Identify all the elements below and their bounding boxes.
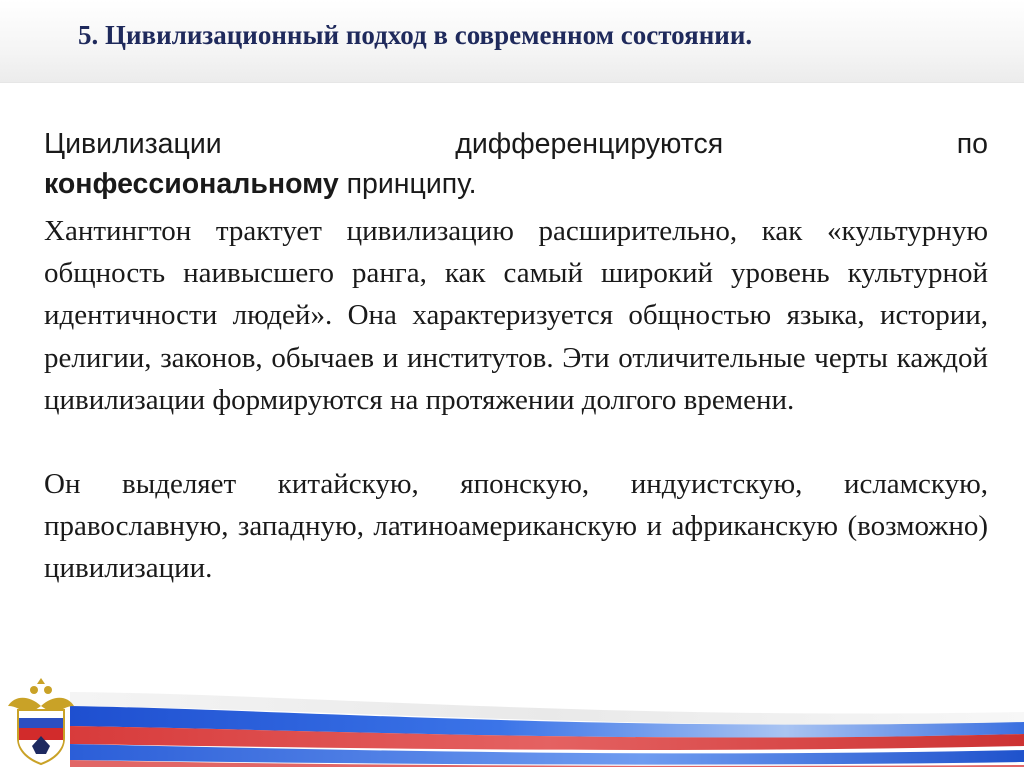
intro-line bbox=[44, 124, 988, 164]
intro-paragraph bbox=[44, 124, 988, 204]
intro-rest: принципу. bbox=[338, 168, 477, 200]
slide-content bbox=[44, 124, 988, 590]
intro-word-3: по bbox=[956, 128, 988, 160]
intro-word-2: дифференцируются bbox=[455, 128, 724, 160]
civilizations-paragraph: Он выделяет китайскую, японскую, индуистскую, исламскую, православную, западную, латиноамериканскую и африканскую (возможно) цивилизации. bbox=[44, 468, 988, 585]
intro-word-1: Цивилизации bbox=[44, 128, 222, 160]
title-bar bbox=[0, 0, 1024, 83]
tricolor-wave-decoration bbox=[0, 672, 1024, 767]
slide-title: 5. Цивилизационный подход в современном состоянии. bbox=[78, 20, 753, 50]
intro-bold-word: конфессиональному bbox=[44, 168, 339, 200]
double-headed-eagle-emblem-icon bbox=[4, 676, 78, 766]
huntington-paragraph: Хантингтон трактует цивилизацию расширительно, как «культурную общность наивысшего ранга, как самый широкий уровень культурной идентичности людей». Она характеризуется общностью языка, истории, религии, законов, обычаев и институтов. Эти отличительные черты каждой цивилизации формируются на протяжении долгого времени. bbox=[44, 215, 988, 416]
